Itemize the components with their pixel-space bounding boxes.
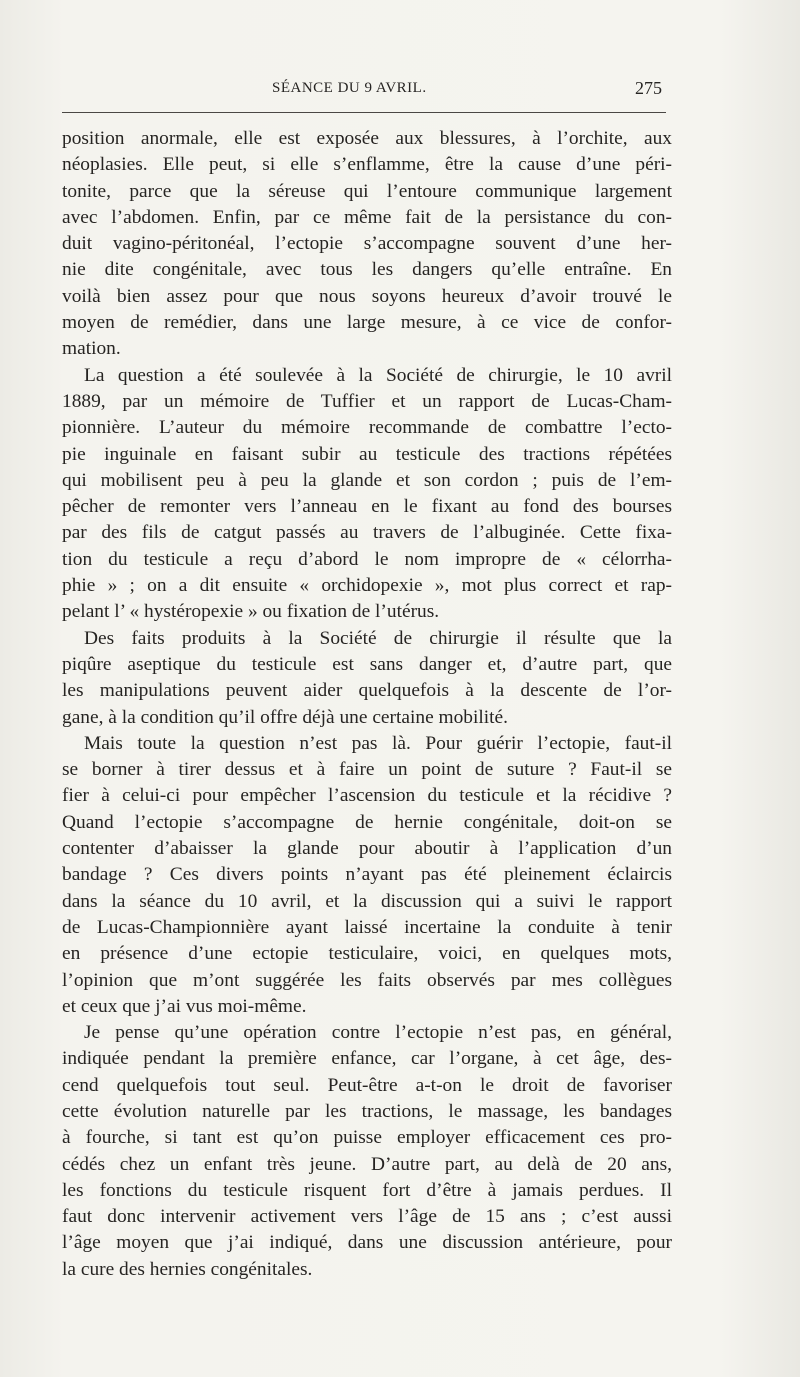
text-line: tonite, parce que la séreuse qui l’entoure communique largement [62,180,672,202]
text-line: pêcher de remonter vers l’anneau en le fixant au fond des bourses [62,496,672,518]
text-line: avec l’abdomen. Enfin, par ce même fait de la persistance du con- [62,206,672,228]
text-line: cette évolution naturelle par les tractions, le massage, les bandages [62,1100,672,1122]
text-line: l’opinion que m’ont suggérée les faits observés par mes collègues [62,969,672,991]
running-title: SÉANCE DU 9 AVRIL. [272,80,427,96]
text-line: moyen de remédier, dans une large mesure, à ce vice de confor- [62,312,672,334]
text-line: cend quelquefois tout seul. Peut-être a-t-on le droit de favoriser [62,1074,672,1096]
text-line: contenter d’abaisser la glande pour aboutir à l’application d’un [62,838,672,860]
text-line: gane, à la condition qu’il offre déjà une certaine mobilité. [62,706,508,728]
text-line: tion du testicule a reçu d’abord le nom impropre de « célorrha- [62,548,672,570]
text-line: mation. [62,338,121,360]
text-line: phie » ; on a dit ensuite « orchidopexie », mot plus correct et rap- [62,575,672,597]
text-line: Des faits produits à la Société de chirurgie il résulte que la [84,627,672,649]
text-line: indiquée pendant la première enfance, car l’organe, à cet âge, des- [62,1048,672,1070]
text-line: l’âge moyen que j’ai indiqué, dans une discussion antérieure, pour [62,1232,672,1254]
page-header [62,78,666,102]
text-line: duit vagino-péritonéal, l’ectopie s’accompagne souvent d’une her- [62,233,672,255]
text-line: Mais toute la question n’est pas là. Pour guérir l’ectopie, faut-il [84,732,672,754]
text-line: néoplasies. Elle peut, si elle s’enflamme, être la cause d’une péri- [62,154,672,176]
text-line: nie dite congénitale, avec tous les dangers qu’elle entraîne. En [62,259,672,281]
text-line: bandage ? Ces divers points n’ayant pas été pleinement éclaircis [62,864,672,886]
text-line: La question a été soulevée à la Société de chirurgie, le 10 avril [84,364,672,386]
body-text [62,126,672,1283]
text-line: et ceux que j’ai vus moi-même. [62,995,307,1017]
text-line: pie inguinale en faisant subir au testicule des tractions répétées [62,443,672,465]
text-line: Quand l’ectopie s’accompagne de hernie congénitale, doit-on se [62,811,672,833]
text-line: en présence d’une ectopie testiculaire, voici, en quelques mots, [62,943,672,965]
text-line: faut donc intervenir activement vers l’âge de 15 ans ; c’est aussi [62,1206,672,1228]
text-line: la cure des hernies congénitales. [62,1258,313,1280]
header-rule [62,112,666,113]
text-line: qui mobilisent peu à peu la glande et son cordon ; puis de l’em- [62,469,672,491]
text-line: à fourche, si tant est qu’on puisse employer efficacement ces pro- [62,1127,672,1149]
text-line: se borner à tirer dessus et à faire un point de suture ? Faut-il se [62,759,672,781]
text-line: fier à celui-ci pour empêcher l’ascension du testicule et la récidive ? [62,785,672,807]
text-line: 1889, par un mémoire de Tuffier et un rapport de Lucas-Cham- [62,390,672,412]
text-line: cédés chez un enfant très jeune. D’autre part, au delà de 20 ans, [62,1153,672,1175]
text-line: dans la séance du 10 avril, et la discussion qui a suivi le rapport [62,890,672,912]
text-line: Je pense qu’une opération contre l’ectopie n’est pas, en général, [84,1022,672,1044]
text-line: les fonctions du testicule risquent fort d’être à jamais perdues. Il [62,1179,672,1201]
text-line: les manipulations peuvent aider quelquefois à la descente de l’or- [62,680,672,702]
text-line: pionnière. L’auteur du mémoire recommande de combattre l’ecto- [62,417,672,439]
text-line: de Lucas-Championnière ayant laissé incertaine la conduite à tenir [62,916,672,938]
text-line: position anormale, elle est exposée aux blessures, à l’orchite, aux [62,128,672,149]
page-number: 275 [635,78,662,98]
text-line: voilà bien assez pour que nous soyons heureux d’avoir trouvé le [62,285,672,307]
text-line: par des fils de catgut passés au travers de l’albuginée. Cette fixa- [62,522,672,544]
text-line: piqûre aseptique du testicule est sans danger et, d’autre part, que [62,653,672,675]
text-line: pelant l’ « hystéropexie » ou fixation de l’utérus. [62,601,440,623]
